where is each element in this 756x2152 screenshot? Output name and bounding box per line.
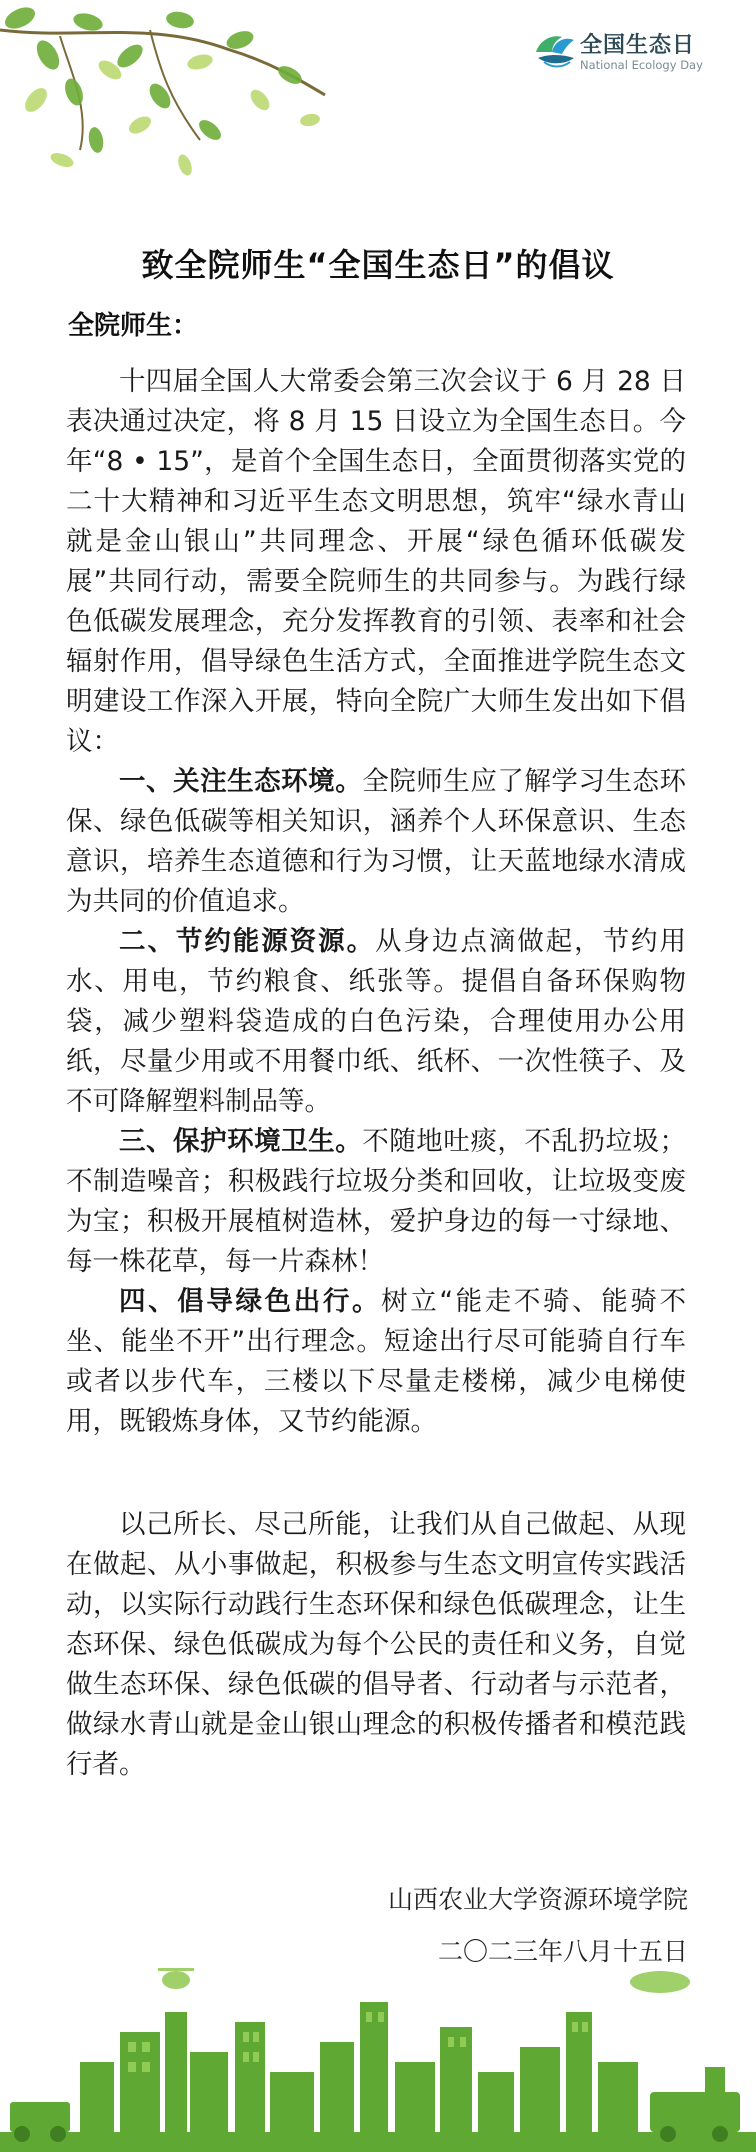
item-heading: 四、倡导绿色出行。 xyxy=(119,1286,382,1317)
item-heading: 一、关注生态环境。 xyxy=(119,766,363,797)
national-ecology-day-logo xyxy=(532,24,742,80)
document-title: 致全院师生“全国生态日”的倡议 xyxy=(141,246,615,284)
logo-english-name: National Ecology Day xyxy=(580,58,703,72)
proposal-body xyxy=(66,362,686,1442)
closing-section xyxy=(66,1505,686,1785)
proposal-item-3 xyxy=(66,1122,686,1282)
item-text: 从身边点滴做起，节约用水、用电，节约粮食、纸张等。提倡自备环保购物袋，减少塑料袋造成的白色污染，合理使用办公用纸，尽量少用或不用餐巾纸、纸杯、一次性筷子、及不可降解塑料制品等。 xyxy=(66,926,687,1117)
item-text: 不随地吐痰，不乱扔垃圾；不制造噪音；积极践行垃圾分类和回收，让垃圾变废为宝；积极开展植树造林，爱护身边的每一寸绿地、每一株花草，每一片森林！ xyxy=(66,1126,687,1277)
item-heading: 三、保护环境卫生。 xyxy=(119,1126,363,1157)
intro-paragraph: 十四届全国人大常委会第三次会议于 6 月 28 日表决通过决定，将 8 月 15 日设立为全国生态日。今年“8 • 15”，是首个全国生态日，全面贯彻落实党的二十大精神和习近平生态文明思想，筑牢“绿水青山就是金山银山”共同理念、开展“绿色循环低碳发展”共同行动，需要全院师生的共同参与。为践行绿色低碳发展理念，充分发挥教育的引领、表率和社会辐射作用，倡导绿色生活方式，全面推进学院生态文明建设工作深入开展，特向全院广大师生发出如下倡议： xyxy=(66,366,686,757)
item-text: 全院师生应了解学习生态环保、绿色低碳等相关知识，涵养个人环保意识、生态意识，培养生态道德和行为习惯，让天蓝地绿水清成为共同的价值追求。 xyxy=(66,766,687,917)
ecology-logo-icon xyxy=(532,28,578,74)
logo-chinese-name: 全国生态日 xyxy=(580,33,696,58)
signature-date: 二〇二三年八月十五日 xyxy=(437,1937,688,1966)
salutation: 全院师生： xyxy=(68,311,199,341)
proposal-item-2 xyxy=(66,922,686,1122)
item-text: 树立“能走不骑、能骑不坐、能坐不开”出行理念。短途出行尽可能骑自行车或者以步代车，三楼以下尽量走楼梯，减少电梯使用，既锻炼身体，又节约能源。 xyxy=(66,1286,686,1437)
leaf-branch-decoration xyxy=(0,0,330,200)
green-city-skyline xyxy=(0,1952,756,2152)
item-heading: 二、节约能源资源。 xyxy=(119,926,376,957)
proposal-item-4 xyxy=(66,1282,686,1442)
signature-org: 山西农业大学资源环境学院 xyxy=(387,1885,688,1914)
proposal-item-1 xyxy=(66,762,686,922)
closing-paragraph: 以己所长、尽己所能，让我们从自己做起、从现在做起、从小事做起，积极参与生态文明宣传实践活动，以实际行动践行生态环保和绿色低碳理念，让生态环保、绿色低碳成为每个公民的责任和义务，自觉做生态环保、绿色低碳的倡导者、行动者与示范者，做绿水青山就是金山银山理念的积极传播者和模范践行者。 xyxy=(66,1509,686,1780)
